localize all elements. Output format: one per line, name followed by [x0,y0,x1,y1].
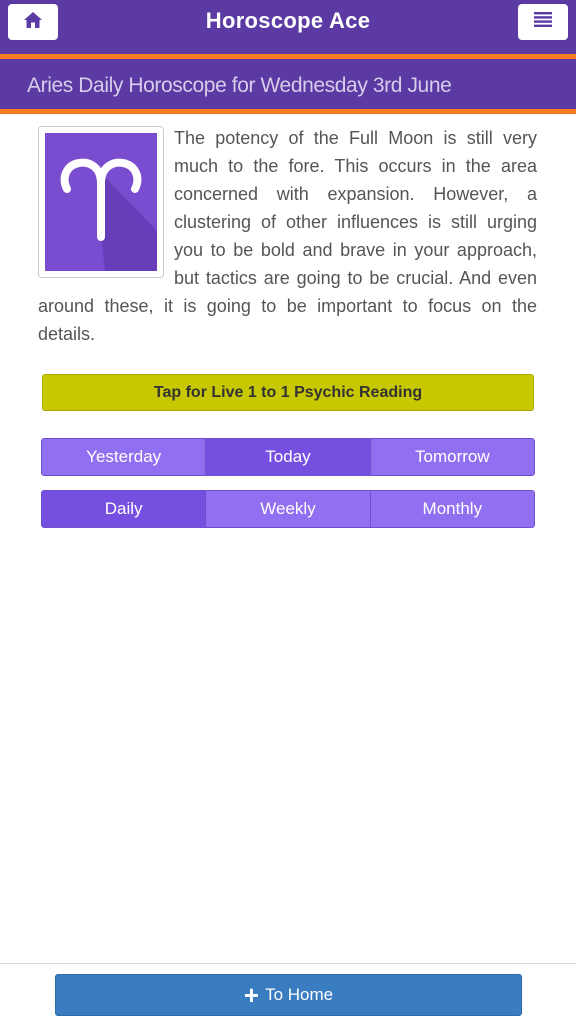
to-home-button[interactable] [55,974,522,1016]
tab-daily[interactable]: Daily [42,491,205,527]
tab-yesterday[interactable]: Yesterday [42,439,205,475]
horoscope-title: Aries Daily Horoscope for Wednesday 3rd June [27,74,452,97]
tab-today[interactable]: Today [205,439,369,475]
menu-button[interactable] [518,4,568,40]
psychic-reading-button[interactable]: Tap for Live 1 to 1 Psychic Reading [42,374,534,411]
app-title: Horoscope Ace [205,8,371,33]
tab-monthly[interactable]: Monthly [370,491,534,527]
menu-icon [534,12,552,32]
horoscope-text: The potency of the Full Moon is still very much to the fore. This occurs in the area concerned with expansion. However, a clustering of other influences is still urging you to be bold and brave in your approach, but tactics are going to be crucial. And even around these, it is going to be important to focus on the details. [38,128,537,344]
to-home-label: To Home [265,985,334,1004]
sign-image [38,126,164,278]
tab-tomorrow[interactable]: Tomorrow [370,439,534,475]
plus-icon: + [243,980,260,1010]
aries-icon [45,133,157,271]
horoscope-content [38,124,537,348]
bottom-bar [0,963,576,1025]
period-selector [41,490,535,528]
subheader-accent-line [0,109,576,114]
tab-weekly[interactable]: Weekly [205,491,369,527]
sub-header [0,59,576,109]
day-selector [41,438,535,476]
top-bar [0,0,576,54]
